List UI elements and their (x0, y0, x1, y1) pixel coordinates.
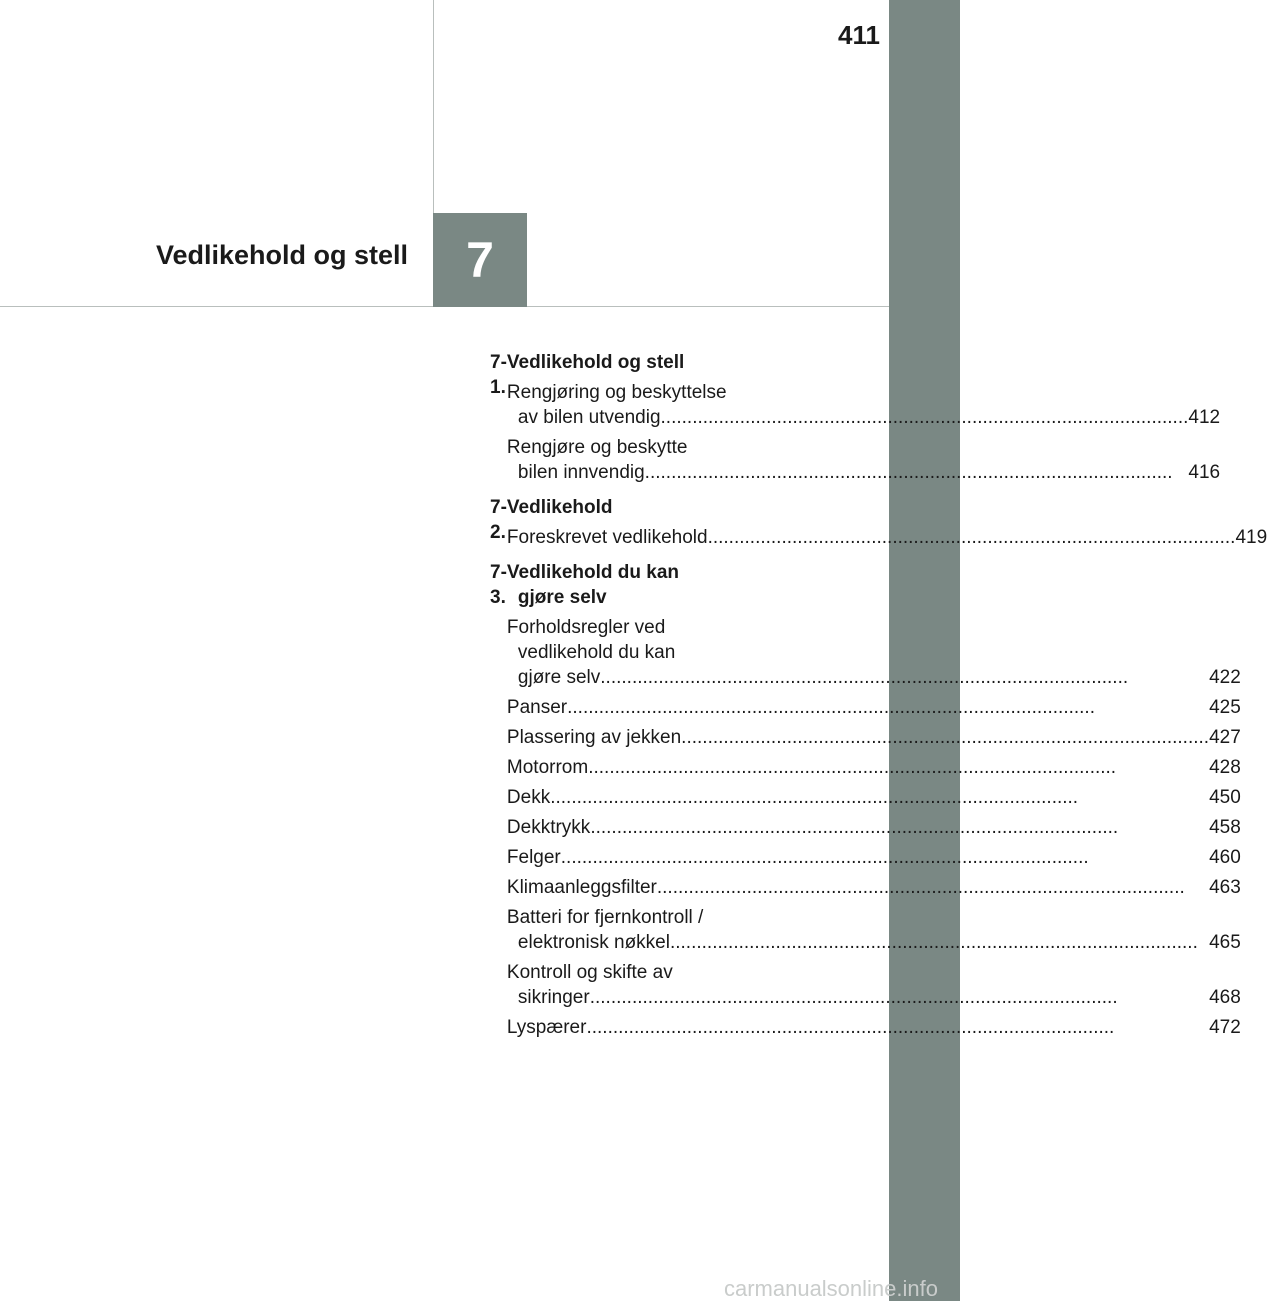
dot-leader (657, 875, 1209, 900)
dot-leader (567, 695, 1209, 720)
entry-page: 422 (1209, 667, 1241, 688)
entry-page: 460 (1209, 847, 1241, 868)
dot-leader (681, 725, 1209, 750)
entry-page: 412 (1188, 407, 1221, 428)
section-title[interactable] (507, 560, 1241, 610)
toc-entry[interactable] (507, 435, 1220, 485)
toc-entry[interactable] (507, 845, 1241, 870)
toc-entry[interactable] (507, 815, 1241, 840)
entry-text: sikringer (517, 987, 590, 1008)
entry-text: Panser (506, 697, 568, 718)
toc-section-7-1 (490, 350, 1221, 490)
entry-page: 427 (1209, 727, 1241, 748)
toc-entry[interactable] (507, 1015, 1241, 1040)
section-number: 7-1. (490, 352, 507, 398)
entry-text: Foreskrevet vedlikehold (506, 527, 708, 548)
entry-page: 416 (1188, 462, 1221, 483)
entry-text: Felger (506, 847, 561, 868)
entry-text: bilen innvendig (517, 462, 645, 483)
entry-page: 425 (1209, 697, 1241, 718)
dot-leader (661, 405, 1189, 430)
entry-text: Batteri for fjernkontroll / (506, 907, 704, 928)
dot-leader (590, 985, 1209, 1010)
entry-text: elektronisk nøkkel (517, 932, 670, 953)
dot-leader (600, 665, 1209, 690)
toc-entry[interactable] (507, 905, 1241, 955)
chapter-title: Vedlikehold og stell (155, 240, 408, 270)
entry-text: Dekk (506, 787, 551, 808)
entry-text: Rengjøre og beskytte (506, 437, 688, 458)
entry-page: 472 (1209, 1017, 1241, 1038)
entry-text: av bilen utvendig (517, 407, 661, 428)
section-number: 7-3. (490, 562, 507, 608)
vertical-divider (433, 0, 434, 213)
dot-leader (708, 525, 1236, 550)
toc-entry[interactable] (507, 695, 1241, 720)
entry-text: vedlikehold du kan (517, 642, 676, 663)
entry-page: 450 (1209, 787, 1241, 808)
toc-entry[interactable] (507, 525, 1267, 550)
entry-page: 468 (1209, 987, 1241, 1008)
entry-text: gjøre selv (517, 667, 601, 688)
section-title-line: gjøre selv (517, 587, 607, 608)
watermark: carmanualsonline.info (723, 1276, 938, 1301)
dot-leader (588, 755, 1209, 780)
toc-entry[interactable] (507, 725, 1241, 750)
section-title-line: Vedlikehold du kan (506, 562, 680, 583)
dot-leader (670, 930, 1209, 955)
toc-entry[interactable] (507, 875, 1241, 900)
page-number: 411 (838, 20, 880, 50)
section-title[interactable]: Vedlikehold og stell (506, 352, 685, 373)
table-of-contents (490, 350, 1267, 1045)
toc-section-7-3 (490, 560, 1241, 1045)
toc-entry[interactable] (507, 960, 1241, 1010)
entry-text: Kontroll og skifte av (506, 962, 673, 983)
entry-page: 465 (1209, 932, 1241, 953)
chapter-number-box: 7 (433, 213, 527, 307)
entry-text: Motorrom (506, 757, 589, 778)
section-title[interactable]: Vedlikehold (506, 497, 613, 518)
dot-leader (645, 460, 1189, 485)
dot-leader (586, 1015, 1209, 1040)
entry-text: Lyspærer (506, 1017, 587, 1038)
toc-section-7-2 (490, 495, 1267, 555)
section-number: 7-2. (490, 497, 507, 543)
toc-entry[interactable] (507, 785, 1241, 810)
entry-page: 419 (1235, 527, 1267, 548)
entry-page: 458 (1209, 817, 1241, 838)
entry-text: Klimaanleggsfilter (506, 877, 657, 898)
entry-page: 463 (1209, 877, 1241, 898)
entry-text: Plassering av jekken (506, 727, 682, 748)
entry-text: Dekktrykk (506, 817, 591, 838)
entry-page: 428 (1209, 757, 1241, 778)
entry-text: Rengjøring og beskyttelse (506, 382, 727, 403)
dot-leader (590, 815, 1209, 840)
dot-leader (550, 785, 1209, 810)
toc-entry[interactable] (507, 755, 1241, 780)
toc-entry[interactable] (507, 615, 1241, 690)
toc-entry[interactable] (507, 380, 1220, 430)
entry-text: Forholdsregler ved (506, 617, 666, 638)
dot-leader (561, 845, 1209, 870)
